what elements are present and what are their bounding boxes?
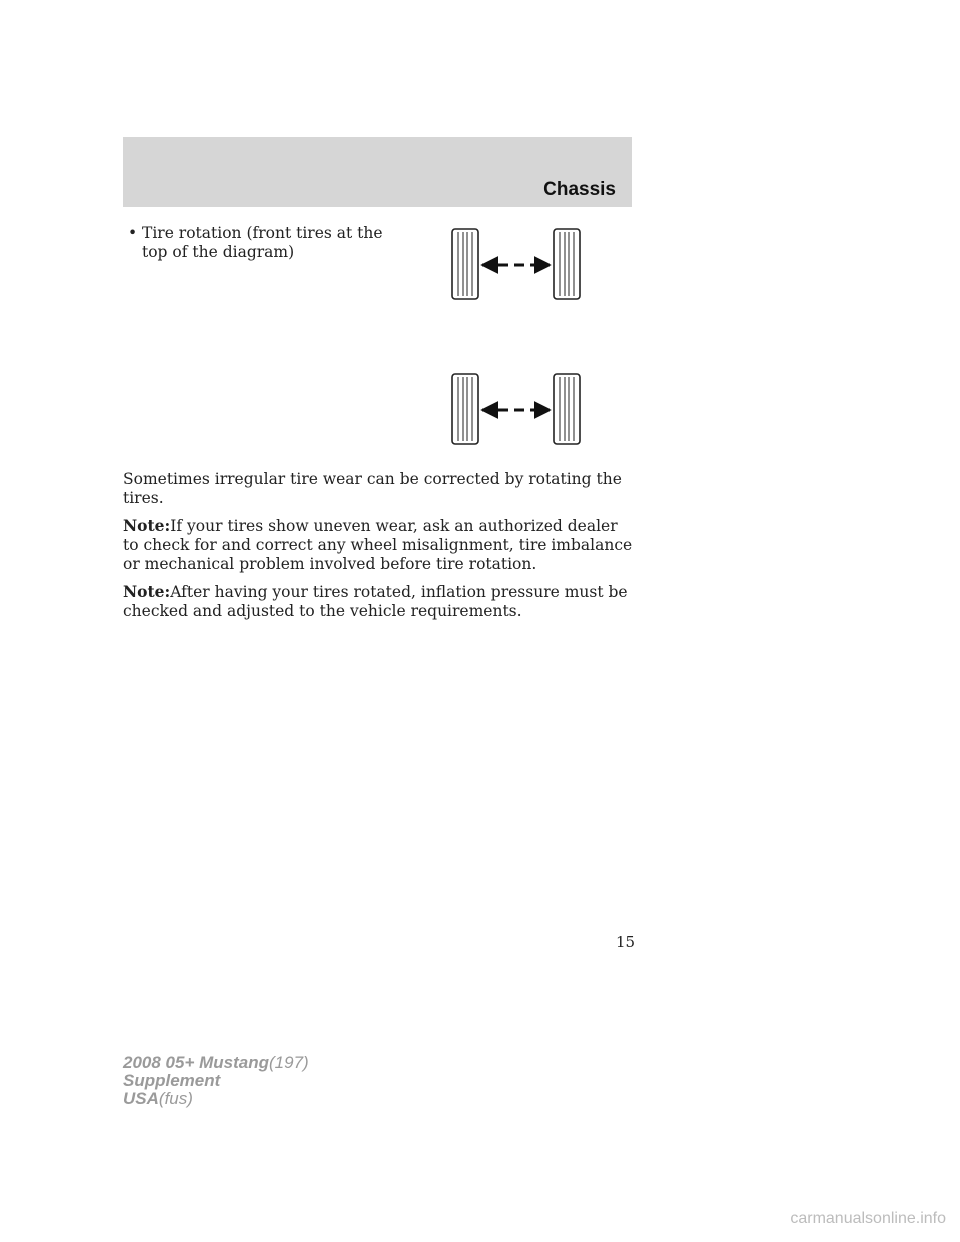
note-text: If your tires show uneven wear, ask an authorized dealer to check for and correct any wheel misalignment, tire imbalance or mechanical problem involved before tire rotation. [123,517,633,573]
header-band [123,137,632,207]
tire-rotation-diagram-icon [440,225,590,450]
bullet-dot: • [128,224,138,242]
rear-left-tire-icon [452,374,478,444]
page-number: 15 [616,933,636,951]
note-inflation-pressure [123,582,638,621]
paragraph-irregular-wear: Sometimes irregular tire wear can be corrected by rotating the tires. [123,470,622,507]
front-left-tire-icon [452,229,478,299]
footer-model-code: (197) [269,1053,309,1072]
note-text: After having your tires rotated, inflation pressure must be checked and adjusted to the vehicle requirements. [123,583,628,620]
footer-market: USA [123,1089,159,1108]
bullet-item-tire-rotation [128,224,388,262]
footer-document-info [123,1054,309,1108]
front-right-tire-icon [554,229,580,299]
note-uneven-wear [123,516,638,574]
note-label: Note: [123,516,171,535]
watermark-text: carmanualsonline.info [790,1210,946,1227]
footer-line-model [123,1054,309,1072]
bullet-text: Tire rotation (front tires at the top of the diagram) [142,224,383,261]
rear-right-tire-icon [554,374,580,444]
note-label: Note: [123,582,171,601]
body-text [123,470,638,629]
section-title: Chassis [543,179,616,200]
footer-line-market [123,1090,309,1108]
footer-model: 2008 05+ Mustang [123,1053,269,1072]
footer-market-code: (fus) [158,1089,193,1108]
footer-line-supplement: Supplement [123,1071,221,1090]
